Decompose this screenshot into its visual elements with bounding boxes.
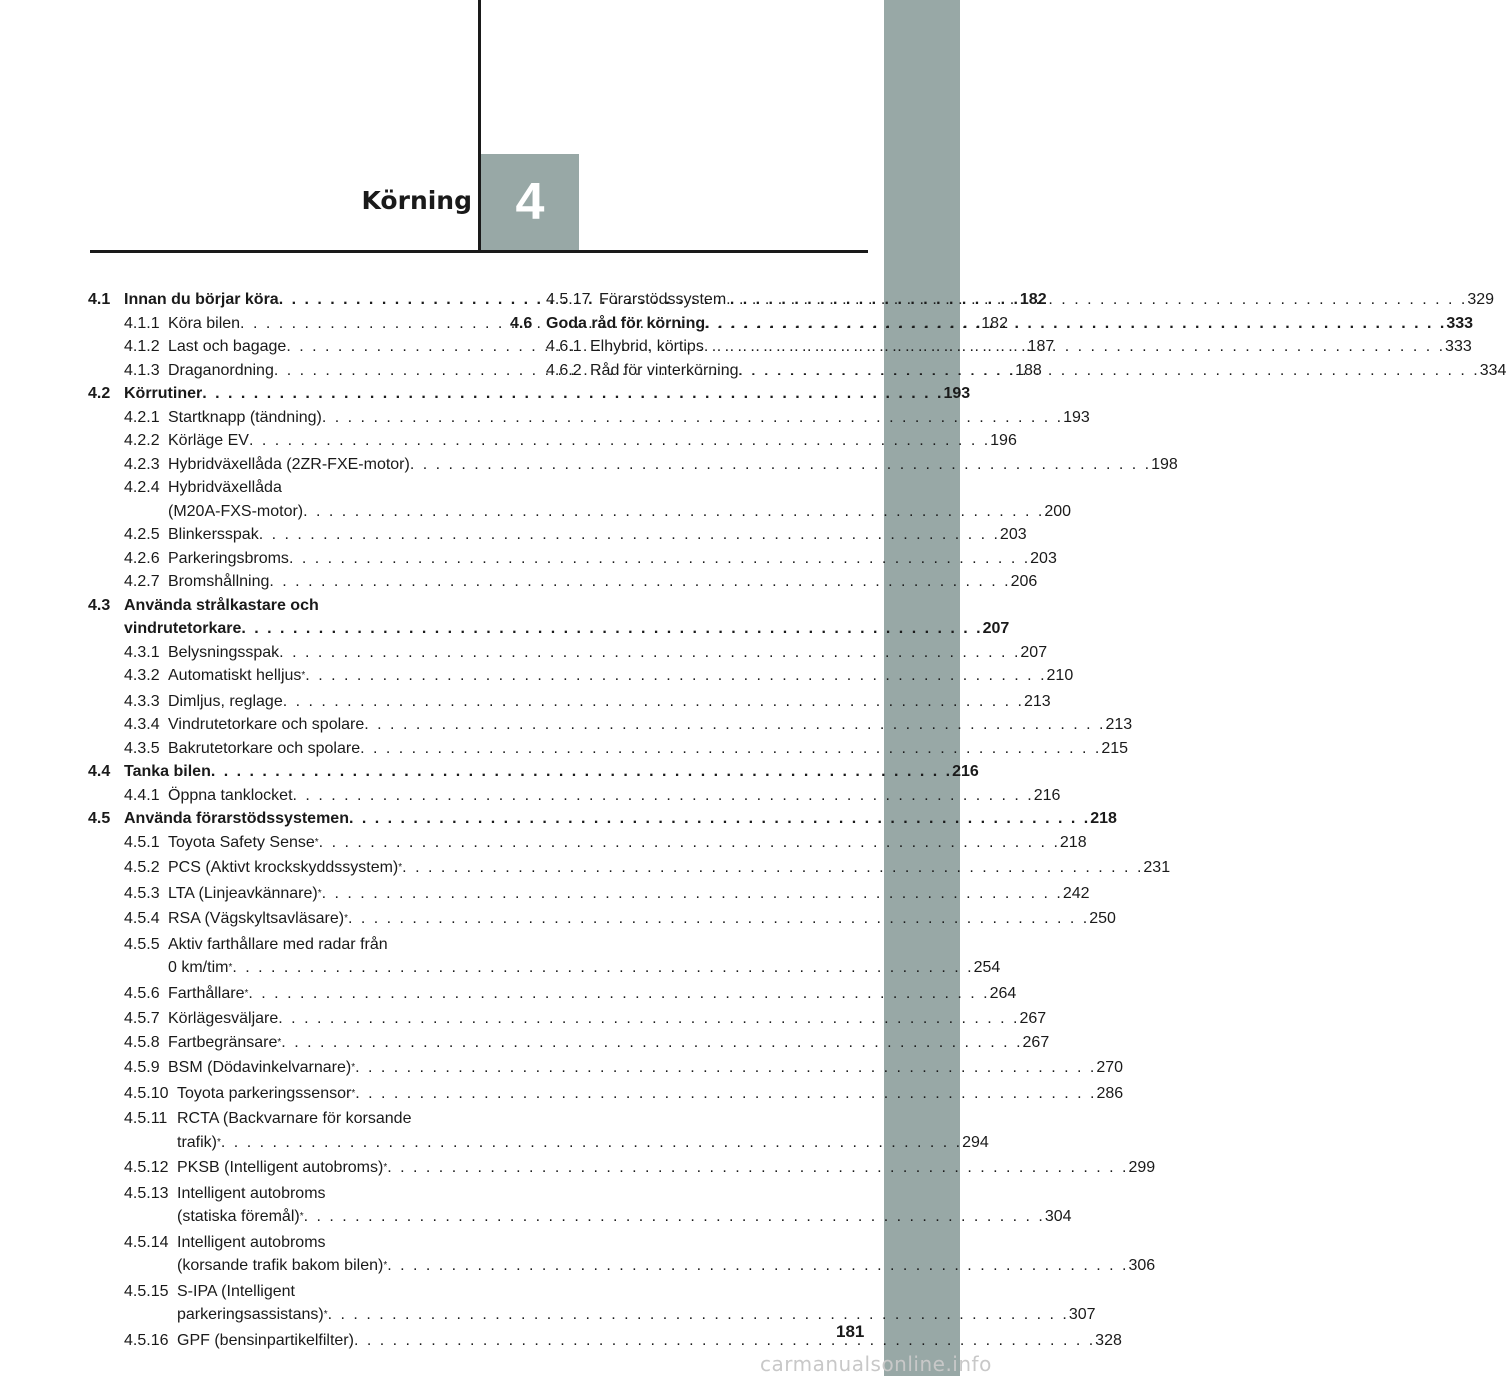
toc-entry-number: 4.5.9 xyxy=(124,1059,160,1076)
toc-entry-page: 203 xyxy=(1030,549,1057,567)
toc-subsection-entry[interactable] xyxy=(88,1031,1050,1057)
toc-leader-dots xyxy=(211,760,952,784)
toc-entry-title-continued: parkeringsassistans) xyxy=(177,1306,324,1323)
toc-entry-title: Bakrutetorkare och spolare xyxy=(168,739,361,757)
toc-leader-dots xyxy=(354,1329,1095,1353)
toc-entry-page: 264 xyxy=(989,984,1017,1002)
toc-leader-dots xyxy=(348,907,1089,931)
toc-subsection-entry[interactable] xyxy=(88,429,1017,453)
toc-entry-number: 4.5.3 xyxy=(124,884,160,902)
toc-entry-number: 4.5.16 xyxy=(124,1331,169,1349)
toc-entry-title: Körrutiner xyxy=(124,385,203,402)
toc-entry-page: 333 xyxy=(1446,314,1474,332)
toc-entry-title: PKSB (Intelligent autobroms) xyxy=(177,1159,384,1176)
toc-entry-title: S-IPA (Intelligent xyxy=(177,1282,295,1300)
toc-section-entry[interactable] xyxy=(88,594,1010,641)
footnote-asterisk: * xyxy=(301,670,306,681)
toc-subsection-entry[interactable] xyxy=(88,1107,989,1156)
toc-leader-dots xyxy=(322,406,1063,430)
toc-leader-dots xyxy=(241,617,982,641)
toc-entry-page: 218 xyxy=(1090,810,1117,827)
toc-section-entry[interactable] xyxy=(88,760,979,784)
toc-entry-number: 4.5.4 xyxy=(124,910,160,927)
toc-entry-title: Toyota Safety Sense xyxy=(168,833,315,851)
toc-subsection-entry[interactable] xyxy=(88,1280,1096,1329)
toc-subsection-entry[interactable] xyxy=(88,523,1027,547)
toc-entry-page: 250 xyxy=(1089,910,1116,927)
toc-entry-number: 4.2.7 xyxy=(124,573,160,590)
toc-leader-dots xyxy=(704,335,1445,359)
toc-entry-page: 193 xyxy=(1063,408,1090,426)
footnote-asterisk: * xyxy=(299,1211,304,1222)
toc-entry-number: 4.3.4 xyxy=(124,716,160,733)
toc-entry-number: 4.2.6 xyxy=(124,549,160,567)
toc-entry-title: Goda råd för körning xyxy=(546,314,706,332)
toc-subsection-entry[interactable] xyxy=(88,547,1057,571)
toc-entry-number: 4.5.2 xyxy=(124,859,160,876)
toc-entry-title: Körläge EV xyxy=(168,432,249,449)
footnote-asterisk: * xyxy=(277,1036,282,1048)
toc-entry-number: 4.3.5 xyxy=(124,739,160,757)
toc-subsection-entry[interactable] xyxy=(88,856,1171,882)
toc-entry-page: 193 xyxy=(943,385,971,402)
toc-entry-page: 200 xyxy=(1044,502,1072,520)
toc-entry-title: Blinkersspak xyxy=(168,526,259,543)
toc-entry-title: Belysningsspak xyxy=(168,643,280,661)
toc-subsection-entry[interactable] xyxy=(88,1156,1156,1182)
toc-entry-page: 182 xyxy=(1019,291,1047,308)
toc-leader-dots xyxy=(221,1131,962,1155)
footnote-asterisk: * xyxy=(351,1062,356,1073)
toc-subsection-entry[interactable] xyxy=(88,907,1116,933)
toc-leader-dots xyxy=(387,1254,1128,1278)
toc-leader-dots xyxy=(387,1156,1128,1180)
toc-leader-dots xyxy=(364,713,1105,737)
toc-entry-page: 216 xyxy=(1033,786,1061,804)
toc-entry-page: 334 xyxy=(1479,361,1506,379)
footnote-asterisk: * xyxy=(383,1260,388,1271)
toc-entry-page: 299 xyxy=(1128,1159,1156,1176)
toc-subsection-entry[interactable] xyxy=(88,1231,1156,1280)
toc-entry-page: 207 xyxy=(1020,643,1048,661)
toc-entry-number: 4.3.1 xyxy=(124,643,160,661)
toc-leader-dots xyxy=(293,784,1034,808)
toc-subsection-entry[interactable] xyxy=(88,737,1129,761)
toc-subsection-entry[interactable] xyxy=(88,1182,1072,1231)
toc-leader-dots xyxy=(739,359,1480,383)
toc-entry-page: 216 xyxy=(952,763,979,780)
toc-leader-dots xyxy=(322,882,1063,906)
toc-leader-dots xyxy=(304,1205,1045,1229)
toc-entry-title: Tanka bilen xyxy=(124,763,211,780)
footnote-asterisk: * xyxy=(244,987,249,999)
toc-entry-page: 254 xyxy=(973,959,1001,976)
toc-entry-page: 294 xyxy=(962,1133,989,1151)
toc-subsection-entry[interactable] xyxy=(88,1056,1124,1082)
toc-leader-dots xyxy=(349,807,1090,831)
toc-subsection-entry[interactable] xyxy=(88,476,1072,523)
toc-entry-title: Last och bagage xyxy=(168,338,287,355)
toc-leader-dots xyxy=(328,1303,1069,1327)
page-number: 181 xyxy=(836,1322,865,1341)
toc-entry-number: 4.5.11 xyxy=(124,1110,168,1127)
toc-leader-dots xyxy=(410,453,1151,477)
toc-entry-number: 4.5.10 xyxy=(124,1084,169,1102)
toc-entry-number: 4.2.5 xyxy=(124,526,160,543)
toc-entry-page: 207 xyxy=(982,620,1010,637)
toc-entry-title: Automatiskt helljus xyxy=(168,667,302,684)
toc-entry-number: 4.3.3 xyxy=(124,692,160,710)
toc-leader-dots xyxy=(279,641,1020,665)
toc-entry-number: 4.5.17 xyxy=(546,291,591,308)
toc-leader-dots xyxy=(355,1082,1096,1106)
toc-entry-page: 218 xyxy=(1059,833,1087,851)
toc-entry-title: BSM (Dödavinkelvarnare) xyxy=(168,1059,352,1076)
toc-entry-title: Aktiv farthållare med radar från xyxy=(168,935,388,953)
toc-entry-title: Hybridväxellåda (2ZR-FXE-motor) xyxy=(168,455,410,473)
footnote-asterisk: * xyxy=(317,887,322,899)
toc-entry-number: 4.3.2 xyxy=(124,667,160,684)
toc-entry-title: RCTA (Backvarnare för korsande xyxy=(177,1110,412,1127)
watermark: carmanualsonline.info xyxy=(760,1352,992,1376)
toc-entry-page: 329 xyxy=(1467,291,1495,308)
toc-leader-dots xyxy=(202,382,943,406)
toc-entry-title: Toyota parkeringssensor xyxy=(177,1084,352,1102)
footnote-asterisk: * xyxy=(398,862,403,873)
toc-entry-title: Fartbegränsare xyxy=(168,1033,278,1051)
toc-entry-page: 231 xyxy=(1143,859,1171,876)
toc-entry-number: 4.2 xyxy=(88,385,111,402)
toc-leader-dots xyxy=(360,737,1101,761)
toc-entry-page: 182 xyxy=(981,314,1008,332)
toc-entry-number: 4.5.6 xyxy=(124,984,160,1002)
toc-entry-title: PCS (Aktivt krockskyddssystem) xyxy=(168,859,399,876)
toc-entry-page: 286 xyxy=(1096,1084,1124,1102)
toc-entry-number: 4.5 xyxy=(88,810,111,827)
toc-entry-page: 203 xyxy=(999,526,1027,543)
toc-entry-title: Intelligent autobroms xyxy=(177,1184,326,1202)
toc-entry-number: 4.1.1 xyxy=(124,314,160,332)
toc-entry-title: Hybridväxellåda xyxy=(168,479,282,496)
toc-entry-title: Köra bilen xyxy=(168,314,241,332)
toc-subsection-entry[interactable] xyxy=(88,831,1087,857)
toc-entry-number: 4.1.3 xyxy=(124,361,160,379)
toc-entry-title: Farthållare xyxy=(168,984,245,1002)
chapter-title: Körning xyxy=(361,186,472,215)
toc-entry-page: 307 xyxy=(1068,1306,1096,1323)
footnote-asterisk: * xyxy=(323,1309,328,1320)
toc-entry-number: 4.5.15 xyxy=(124,1282,169,1300)
toc-entry-page: 304 xyxy=(1044,1208,1072,1225)
toc-entry-number: 4.2.3 xyxy=(124,455,160,473)
toc-subsection-entry[interactable] xyxy=(88,982,1017,1008)
toc-entry-page: 213 xyxy=(1105,716,1133,733)
toc-leader-dots xyxy=(705,312,1446,336)
toc-leader-dots xyxy=(283,690,1024,714)
toc-entry-page: 187 xyxy=(1027,338,1055,355)
toc-entry-title-continued: 0 km/tim xyxy=(168,959,229,976)
toc-entry-title: Dimljus, reglage xyxy=(168,692,283,710)
toc-entry-page: 270 xyxy=(1096,1059,1124,1076)
toc-entry-title: RSA (Vägskyltsavläsare) xyxy=(168,910,345,927)
toc-subsection-entry[interactable] xyxy=(88,453,1178,477)
toc-entry-page: 215 xyxy=(1101,739,1129,757)
footnote-asterisk: * xyxy=(351,1087,356,1099)
footnote-asterisk: * xyxy=(217,1136,221,1148)
toc-entry-title: Draganordning xyxy=(168,361,274,379)
toc-entry-page: 213 xyxy=(1023,692,1051,710)
toc-subsection-entry[interactable] xyxy=(88,690,1051,714)
toc-entry-page: 333 xyxy=(1445,338,1472,355)
toc-entry-page: 267 xyxy=(1019,1010,1047,1027)
toc-subsection-entry[interactable] xyxy=(88,570,1038,594)
footnote-asterisk: * xyxy=(314,836,319,848)
toc-entry-number: 4.6 xyxy=(510,314,533,332)
toc-entry-number: 4.5.8 xyxy=(124,1033,160,1051)
toc-subsection-entry[interactable] xyxy=(88,882,1090,908)
toc-leader-dots xyxy=(278,1007,1019,1031)
toc-entry-page: 206 xyxy=(1010,573,1038,590)
toc-entry-title: GPF (bensinpartikelfilter) xyxy=(177,1331,354,1349)
footnote-asterisk: * xyxy=(228,962,233,973)
toc-subsection-entry[interactable] xyxy=(88,1007,1047,1031)
toc-entry-title: Vindrutetorkare och spolare xyxy=(168,716,365,733)
toc-entry-number: 4.5.5 xyxy=(124,935,160,953)
toc-entry-number: 4.2.1 xyxy=(124,408,160,426)
toc-entry-number: 4.1.2 xyxy=(124,338,160,355)
toc-entry-page: 267 xyxy=(1022,1033,1050,1051)
toc-entry-number: 4.3 xyxy=(88,596,111,614)
toc-entry-page: 328 xyxy=(1095,1331,1122,1349)
toc-entry-title: Elhybrid, körtips xyxy=(590,338,704,355)
toc-entry-page: 188 xyxy=(1015,361,1042,379)
toc-subsection-entry[interactable] xyxy=(88,713,1133,737)
toc-entry-title: Använda strålkastare och xyxy=(124,596,319,614)
toc-subsection-entry[interactable] xyxy=(88,1082,1124,1108)
toc-entry-title-continued: (statiska föremål) xyxy=(177,1208,300,1225)
toc-entry-number: 4.6.1 xyxy=(546,338,582,355)
toc-entry-number: 4.4 xyxy=(88,763,111,780)
toc-section-entry[interactable] xyxy=(88,807,1117,831)
toc-entry-number: 4.4.1 xyxy=(124,786,160,804)
toc-section-entry[interactable] xyxy=(88,382,971,406)
toc-entry-title: Intelligent autobroms xyxy=(177,1233,326,1251)
toc-leader-dots xyxy=(726,288,1467,312)
toc-subsection-entry[interactable] xyxy=(88,784,1061,808)
toc-leader-dots xyxy=(232,956,973,980)
toc-subsection-entry[interactable] xyxy=(88,664,1074,690)
toc-leader-dots xyxy=(269,570,1010,594)
toc-leader-dots xyxy=(259,523,1000,547)
toc-entry-number: 4.2.2 xyxy=(124,432,160,449)
toc-entry-page: 196 xyxy=(990,432,1017,449)
toc-leader-dots xyxy=(355,1056,1096,1080)
toc-entry-title: Innan du börjar köra xyxy=(124,291,279,308)
toc-leader-dots xyxy=(303,500,1044,524)
toc-leader-dots xyxy=(248,982,989,1006)
toc-entry-title: LTA (Linjeavkännare) xyxy=(168,884,318,902)
chapter-number-box xyxy=(481,154,579,250)
chapter-number: 4 xyxy=(515,173,545,231)
toc-leader-dots xyxy=(305,664,1046,688)
toc-entry-title-continued: vindrutetorkare xyxy=(124,620,242,637)
toc-entry-page: 242 xyxy=(1062,884,1090,902)
toc-entry-number: 4.1 xyxy=(88,291,111,308)
toc-entry-number: 4.5.7 xyxy=(124,1010,160,1027)
toc-entry-title: Råd för vinterkörning xyxy=(590,361,739,379)
toc-leader-dots xyxy=(402,856,1143,880)
header-horizontal-rule xyxy=(90,250,868,253)
toc-entry-page: 198 xyxy=(1151,455,1178,473)
toc-subsection-entry[interactable] xyxy=(88,406,1090,430)
toc-entry-title-continued: (M20A-FXS-motor) xyxy=(168,502,304,520)
toc-subsection-entry[interactable] xyxy=(88,641,1048,665)
toc-entry-page: 210 xyxy=(1046,667,1074,684)
toc-entry-page: 306 xyxy=(1128,1257,1156,1274)
toc-entry-title-continued: trafik) xyxy=(177,1133,217,1151)
toc-entry-title: Startknapp (tändning) xyxy=(168,408,322,426)
toc-entry-number: 4.5.1 xyxy=(124,833,160,851)
toc-entry-number: 4.5.13 xyxy=(124,1184,169,1202)
toc-entry-title-continued: (korsande trafik bakom bilen) xyxy=(177,1257,384,1274)
toc-entry-number: 4.5.14 xyxy=(124,1233,169,1251)
footnote-asterisk: * xyxy=(344,913,348,924)
toc-leader-dots xyxy=(289,547,1030,571)
toc-entry-title: Bromshållning xyxy=(168,573,270,590)
toc-entry-title: Öppna tanklocket xyxy=(168,786,293,804)
footnote-asterisk: * xyxy=(383,1162,388,1173)
toc-entry-title: Parkeringsbroms xyxy=(168,549,289,567)
toc-entry-title: Förarstödssystem xyxy=(599,291,727,308)
toc-entry-title: Använda förarstödssystemen xyxy=(124,810,349,827)
toc-subsection-entry[interactable] xyxy=(88,933,1001,982)
toc-leader-dots xyxy=(249,429,990,453)
toc-entry-number: 4.2.4 xyxy=(124,479,160,496)
toc-entry-number: 4.6.2 xyxy=(546,361,582,379)
toc-entry-number: 4.5.12 xyxy=(124,1159,169,1176)
toc-leader-dots xyxy=(281,1031,1022,1055)
toc-leader-dots xyxy=(319,831,1060,855)
toc-entry-title: Körlägesväljare xyxy=(168,1010,279,1027)
